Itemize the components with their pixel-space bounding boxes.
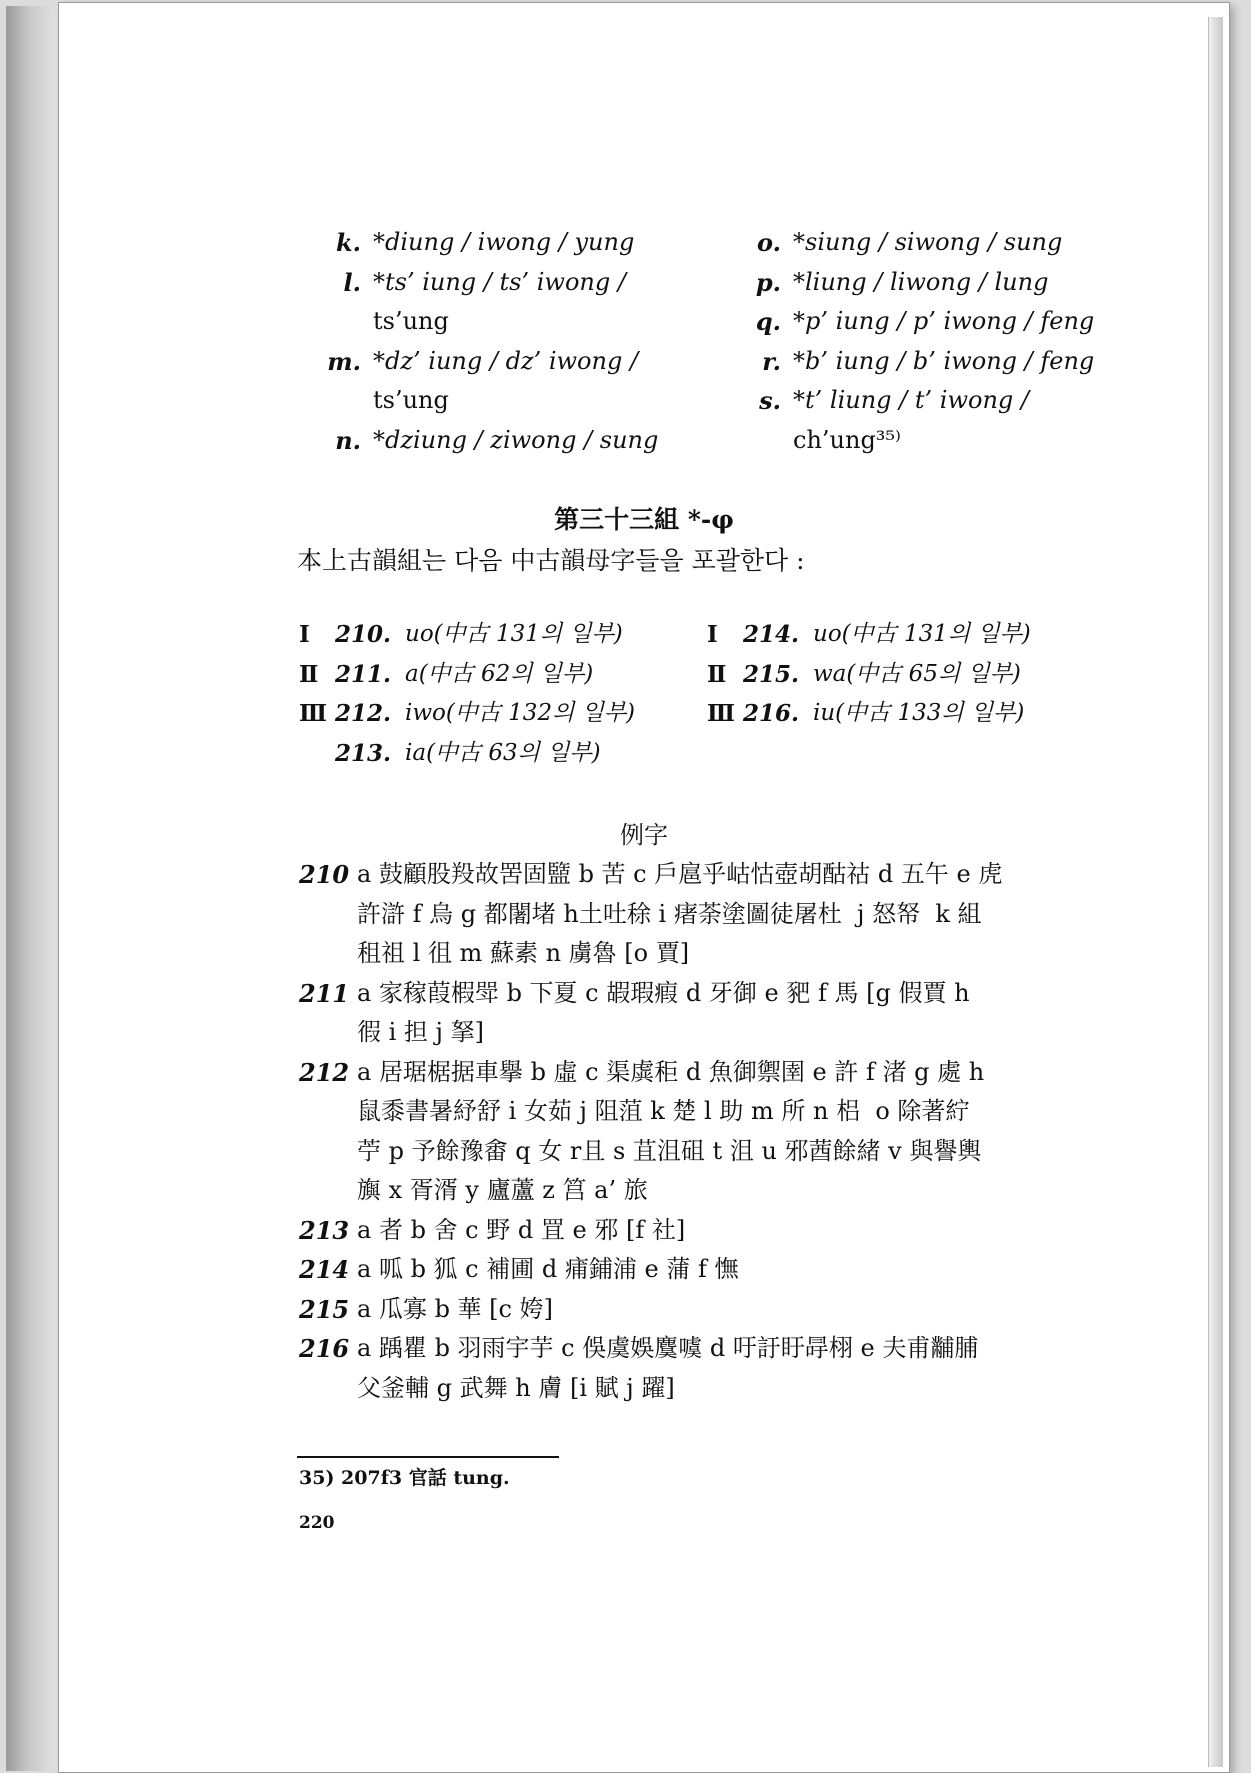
entry-text: *dziung / ziwong / sung [373,425,659,454]
example-entry [299,974,1179,1014]
rhyme-value: a(中古 62의 일부) [405,660,594,687]
example-continuation: 父釜輔 g 武舞 h 膚 [i 賦 j 躍] [357,1373,675,1402]
example-continuation: 鼠黍書暑紓舒 i 女茹 j 阻菹 k 楚 l 助 m 所 n 梠 o 除著紵 [357,1097,970,1125]
reconstruction-entry [729,342,1169,382]
example-line: a 呱 b 狐 c 補圃 d 痡鋪浦 e 蒲 f 憮 [357,1255,739,1283]
rhyme-value: uo(中古 131의 일부) [405,621,623,647]
division-numeral: Ⅰ [707,621,718,648]
example-line: a 居琚椐据車擧 b 虛 c 渠虡秬 d 魚御禦圉 e 許 f 渚 g 處 h [357,1057,985,1086]
entry-continuation: ts’ung [373,386,449,414]
reconstruction-entry [309,223,759,263]
rhyme-row [707,694,1031,734]
entry-label: k. [336,228,361,257]
division-numeral: Ⅰ [299,621,310,648]
entry-text: *siung / siwong / sung [793,228,1063,256]
example-continuation: 苧 p 予餘豫畬 q 女 r且 s 苴沮砠 t 沮 u 邪莤餘緒 v 與譽輿 [357,1136,982,1165]
rhyme-number: 210. [335,621,392,648]
rhyme-row [707,615,1031,655]
division-numeral [299,734,335,774]
book-page [58,2,1230,1773]
division-numeral: Ⅲ [299,700,328,727]
entry-continuation: ch’ung³⁵⁾ [793,425,901,454]
entry-label: n. [335,425,361,455]
example-continuation: 租祖 l 徂 m 蘇素 n 虜魯 [o 賈] [357,939,690,967]
reconstruction-entry [309,342,759,382]
example-entry [299,1053,1179,1093]
example-line: a 瓜寡 b 華 [c 姱] [357,1294,553,1323]
entry-label: o. [757,228,781,257]
rhyme-row [299,694,635,734]
rhyme-number: 211. [335,660,392,688]
example-number: 211 [299,978,350,1008]
rhyme-number: 215. [743,660,800,688]
entry-label: r. [762,346,781,376]
example-entry [299,1290,1179,1330]
entry-text: *ts’ iung / ts’ iwong / [373,267,626,296]
rhyme-row [299,734,635,774]
example-number: 216 [299,1334,350,1363]
entry-text: *p’ iung / p’ iwong / feng [793,307,1095,335]
division-numeral: Ⅲ [707,700,736,727]
entry-text: *t’ liung / t’ iwong / [793,386,1029,414]
example-number: 210 [299,860,350,889]
example-entry [299,1329,1179,1369]
rhyme-number: 213. [335,739,392,767]
rhyme-value: ia(中古 63의 일부) [405,739,601,766]
example-line: a 者 b 舍 c 野 d 罝 e 邪 [f 社] [357,1215,686,1244]
group-heading: 第三十三組 *-φ [554,505,734,534]
footnote-rule [297,1456,559,1458]
intro-text: 本上古韻組는 다음 中古韻母字들을 포괄한다 : [297,546,805,575]
example-continuation: 許滸 f 烏 g 都闍堵 h土吐稌 i 瘏荼塗圖徒屠杜 j 怒帑 k 組 [357,899,982,928]
example-continuation: 旟 x 胥湑 y 廬蘆 z 筥 a’ 旅 [357,1176,648,1204]
division-numeral: Ⅱ [707,660,727,688]
entry-text: *b’ iung / b’ iwong / feng [793,346,1095,375]
example-number: 215 [299,1294,350,1324]
reconstruction-entry [729,223,1169,263]
book-spine [6,6,59,1771]
rhyme-value: wa(中古 65의 일부) [813,660,1021,687]
example-line: a 踽瞿 b 羽雨宇芋 c 俁虞娛麌噳 d 吁訏盱冔栩 e 夫甫黼脯 [357,1334,979,1362]
page-number: 220 [299,1513,335,1533]
example-number: 214 [299,1255,350,1284]
reconstruction-entry [729,263,1169,303]
rhyme-value: iu(中古 133의 일부) [813,700,1025,726]
division-numeral: Ⅱ [299,660,319,688]
rhyme-value: uo(中古 131의 일부) [813,621,1031,647]
example-entry [299,1250,1179,1290]
rhyme-value: iwo(中古 132의 일부) [405,700,636,726]
reconstruction-entry [309,263,759,303]
rhyme-row [299,615,635,655]
footnote: 35) 207f3 官話 tung. [299,1467,510,1489]
rhyme-number: 214. [743,621,800,648]
example-number: 212 [299,1057,350,1087]
rhyme-row [707,655,1031,695]
example-line: a 鼓顧股羖故罟固盬 b 苦 c 戶扈乎岵怙壺胡酤祜 d 五午 e 虎 [357,860,1003,888]
rhyme-number: 216. [743,700,800,727]
examples-heading: 例字 [620,821,668,849]
entry-label: p. [755,267,781,297]
reconstruction-entry [309,421,759,461]
left-entries [309,223,759,460]
entry-label: q. [755,307,781,336]
rhyme-list-right [707,615,1031,734]
entry-label: m. [327,346,361,376]
right-entries [729,223,1169,460]
entry-text: *dz’ iung / dz’ iwong / [373,346,639,375]
example-line: a 家稼葭椵斝 b 下夏 c 嘏瑕瘕 d 牙御 e 豝 f 馬 [g 假賈 h [357,978,970,1007]
example-entry [299,855,1179,895]
entry-text: *liung / liwong / lung [793,267,1049,296]
example-continuation: 徦 i 担 j 拏] [357,1018,484,1046]
reconstruction-entry [729,302,1169,342]
entry-label: l. [343,267,361,297]
rhyme-number: 212. [335,700,392,727]
entry-continuation: ts’ung [373,307,449,335]
examples-list [299,855,1179,1408]
rhyme-row [299,655,635,695]
example-entry [299,1211,1179,1251]
example-number: 213 [299,1215,350,1245]
reconstruction-entry [729,381,1169,421]
entry-text: *diung / iwong / yung [373,228,635,256]
page-content [59,3,1229,1772]
entry-label: s. [759,386,781,415]
rhyme-list-left [299,615,635,773]
